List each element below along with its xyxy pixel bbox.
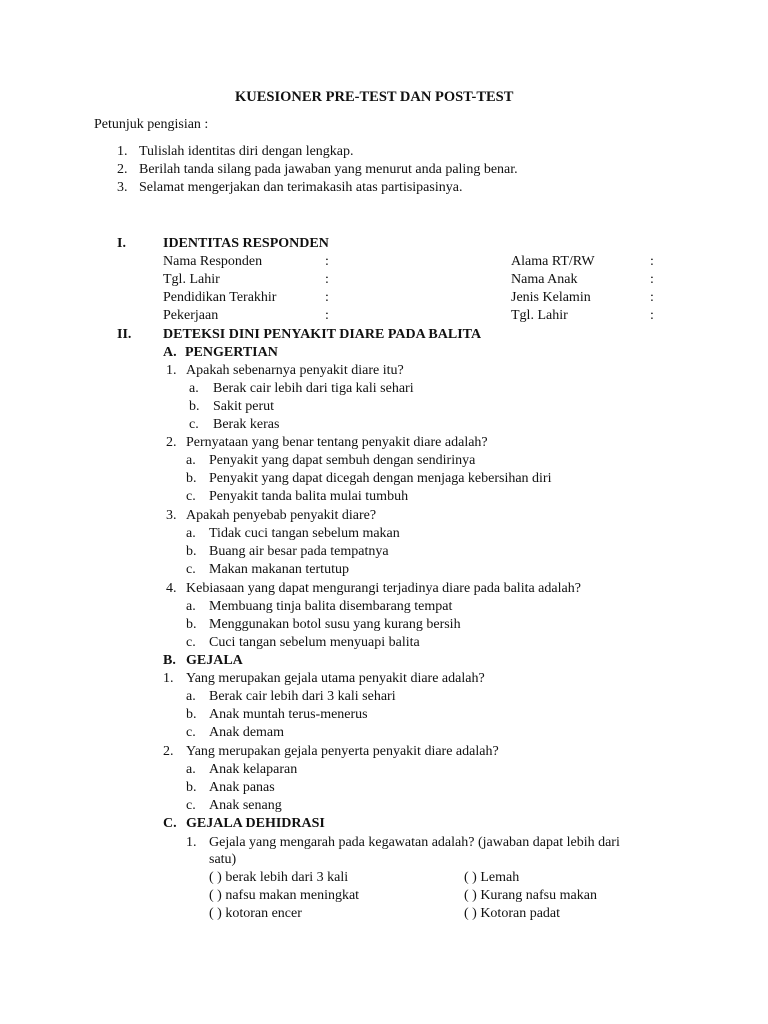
part-title: GEJALA DEHIDRASI	[186, 816, 325, 831]
field-label: Pekerjaan	[163, 308, 219, 323]
question-text: Pernyataan yang benar tentang penyakit diare adalah?	[186, 435, 488, 450]
option-text: Anak panas	[209, 780, 275, 795]
question-number: 3.	[166, 508, 177, 523]
checkbox-option[interactable]: ( ) kotoran encer	[209, 906, 302, 921]
field-colon: :	[325, 290, 329, 305]
option-letter: b.	[189, 399, 200, 414]
question-text: Kebiasaan yang dapat mengurangi terjadinya diare pada balita adalah?	[186, 581, 581, 596]
instructions-heading: Petunjuk pengisian :	[94, 117, 209, 132]
option-letter: a.	[186, 526, 196, 541]
question-number: 1.	[163, 671, 174, 686]
instruction-num: 3.	[117, 180, 128, 195]
option-letter: c.	[186, 798, 196, 813]
field-label: Tgl. Lahir	[511, 308, 568, 323]
field-colon: :	[650, 254, 654, 269]
checkbox-option[interactable]: ( ) Kotoran padat	[464, 906, 561, 921]
option-text: Berak cair lebih dari tiga kali sehari	[213, 381, 414, 396]
question-number: 1.	[186, 835, 197, 850]
option-letter: b.	[186, 471, 197, 486]
field-label: Pendidikan Terakhir	[163, 290, 277, 305]
option-text: Cuci tangan sebelum menyuapi balita	[209, 635, 420, 650]
instruction-num: 1.	[117, 144, 128, 159]
option-text: Anak kelaparan	[209, 762, 298, 777]
section-title: DETEKSI DINI PENYAKIT DIARE PADA BALITA	[163, 327, 482, 342]
option-text: Penyakit yang dapat sembuh dengan sendirinya	[209, 453, 476, 468]
option-text: Buang air besar pada tempatnya	[209, 544, 389, 559]
section-number: II.	[117, 327, 132, 342]
option-text: Anak senang	[209, 798, 282, 813]
option-letter: a.	[186, 762, 196, 777]
field-colon: :	[325, 254, 329, 269]
field-colon: :	[325, 272, 329, 287]
question-text: Yang merupakan gejala penyerta penyakit diare adalah?	[186, 744, 499, 759]
section-title: IDENTITAS RESPONDEN	[163, 236, 329, 251]
field-colon: :	[650, 272, 654, 287]
option-text: Anak demam	[209, 725, 285, 740]
option-text: Membuang tinja balita disembarang tempat	[209, 599, 453, 614]
option-letter: c.	[186, 489, 196, 504]
option-text: Makan makanan tertutup	[209, 562, 349, 577]
field-label: Jenis Kelamin	[511, 290, 591, 305]
field-colon: :	[650, 290, 654, 305]
part-label: B.	[163, 653, 176, 668]
option-letter: c.	[186, 562, 196, 577]
part-label: A.	[163, 345, 177, 360]
option-letter: a.	[189, 381, 199, 396]
question-number: 1.	[166, 363, 177, 378]
instruction-text: Tulislah identitas diri dengan lengkap.	[139, 144, 354, 159]
field-colon: :	[650, 308, 654, 323]
field-label: Nama Responden	[163, 254, 263, 269]
option-letter: c.	[186, 725, 196, 740]
checkbox-option[interactable]: ( ) Kurang nafsu makan	[464, 888, 597, 903]
question-text: Yang merupakan gejala utama penyakit diare adalah?	[186, 671, 485, 686]
option-text: Tidak cuci tangan sebelum makan	[209, 526, 400, 541]
option-letter: b.	[186, 780, 197, 795]
question-text: Apakah penyebab penyakit diare?	[186, 508, 377, 523]
question-text-continued: satu)	[209, 852, 237, 867]
field-colon: :	[325, 308, 329, 323]
option-text: Penyakit tanda balita mulai tumbuh	[209, 489, 409, 504]
option-text: Menggunakan botol susu yang kurang bersih	[209, 617, 461, 632]
option-text: Sakit perut	[213, 399, 275, 414]
instruction-text: Selamat mengerjakan dan terimakasih atas partisipasinya.	[139, 180, 463, 195]
option-text: Penyakit yang dapat dicegah dengan menjaga kebersihan diri	[209, 471, 552, 486]
checkbox-option[interactable]: ( ) nafsu makan meningkat	[209, 888, 360, 903]
question-number: 2.	[163, 744, 174, 759]
instruction-text: Berilah tanda silang pada jawaban yang menurut anda paling benar.	[139, 162, 518, 177]
instruction-num: 2.	[117, 162, 128, 177]
field-label: Alama RT/RW	[511, 254, 595, 269]
checkbox-option[interactable]: ( ) berak lebih dari 3 kali	[209, 870, 349, 885]
option-text: Anak muntah terus-menerus	[209, 707, 368, 722]
question-text: Apakah sebenarnya penyakit diare itu?	[186, 363, 404, 378]
part-title: PENGERTIAN	[185, 345, 278, 360]
part-label: C.	[163, 816, 177, 831]
question-text: Gejala yang mengarah pada kegawatan adalah? (jawaban dapat lebih dari	[209, 835, 620, 850]
option-letter: a.	[186, 689, 196, 704]
option-text: Berak keras	[213, 417, 280, 432]
option-letter: c.	[186, 635, 196, 650]
checkbox-option[interactable]: ( ) Lemah	[464, 870, 520, 885]
field-label: Nama Anak	[511, 272, 578, 287]
option-letter: b.	[186, 617, 197, 632]
question-number: 2.	[166, 435, 177, 450]
option-letter: c.	[189, 417, 199, 432]
option-text: Berak cair lebih dari 3 kali sehari	[209, 689, 396, 704]
option-letter: b.	[186, 707, 197, 722]
option-letter: a.	[186, 453, 196, 468]
field-label: Tgl. Lahir	[163, 272, 220, 287]
part-title: GEJALA	[186, 653, 243, 668]
section-number: I.	[117, 236, 126, 251]
option-letter: b.	[186, 544, 197, 559]
document-title: KUESIONER PRE-TEST DAN POST-TEST	[235, 89, 514, 105]
question-number: 4.	[166, 581, 177, 596]
option-letter: a.	[186, 599, 196, 614]
